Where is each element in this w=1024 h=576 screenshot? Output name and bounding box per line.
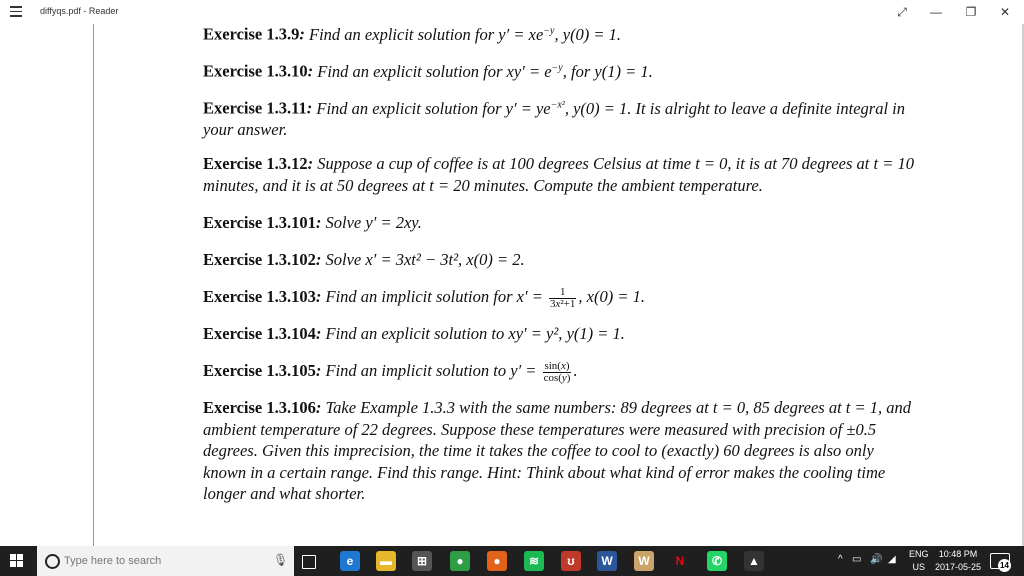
windows-start-icon[interactable] [10,554,24,568]
spotify-icon[interactable]: ≋ [524,551,544,571]
clock[interactable] [935,548,981,574]
lang-bottom: US [912,562,926,572]
edge-icon[interactable]: e [340,551,360,571]
menu-icon[interactable] [10,6,22,16]
network-icon[interactable]: ▭ [852,554,862,565]
firefox-icon[interactable]: ● [487,551,507,571]
exercise-label: Exercise 1.3.104: [203,324,322,343]
microphone-icon[interactable]: 🎙 [273,553,289,567]
exercise-text: Solve y′ = 2xy. [321,213,422,232]
exercise-text: Find an explicit solution to xy′ = y², y(1) = 1. [321,324,625,343]
exercise-label: Exercise 1.3.105: [203,361,322,380]
close-button[interactable]: ✕ [999,5,1011,19]
exercise-label: Exercise 1.3.102: [203,250,322,269]
exercise-item [203,249,921,271]
wifi-icon[interactable]: ◢ [888,554,896,565]
exercise-item [203,286,921,310]
restore-button[interactable]: ❐ [965,5,977,19]
lang-top: ENG [909,549,929,559]
exercise-label: Exercise 1.3.103: [203,287,322,306]
exercise-item [203,212,921,234]
exercise-text: Find an implicit solution for x′ = $\frac{1}{\text{3x²+1}}$ , x(0) = 1. [321,285,645,310]
taskbar-search[interactable] [37,546,294,576]
store-icon[interactable]: ⊞ [412,551,432,571]
page-edge [93,24,94,546]
language-indicator[interactable] [909,548,929,574]
exercise-label: Exercise 1.3.101: [203,213,322,232]
exercise-text: Solve x′ = 3xt² − 3t², x(0) = 2. [321,250,525,269]
exercise-text: Find an explicit solution for $y' = xe^{-y}$, y(0) = 1. [304,24,622,44]
taskbar [0,546,1024,576]
exercise-label: Exercise 1.3.106: [203,398,322,417]
exercise-item [203,57,921,82]
exercise-label: Exercise 1.3.12: [203,154,314,173]
task-view-icon[interactable] [302,555,316,569]
photos-icon[interactable]: ▲ [744,551,764,571]
exercise-text: Find an explicit solution for $y' = ye^{-x^2}$, y(0) = 1. It is alright to leave a definite integral in your answer. [203,98,905,139]
minimize-button[interactable]: — [930,5,942,19]
wolfram-icon[interactable]: W [634,551,654,571]
chrome-icon[interactable]: ● [450,551,470,571]
exercise-label: Exercise 1.3.9: [203,24,305,44]
cortana-icon [45,554,60,569]
whatsapp-icon[interactable]: ✆ [707,551,727,571]
volume-icon[interactable]: 🔊 [870,554,883,565]
exercise-item [203,360,921,384]
clock-time: 10:48 PM [938,549,978,559]
exercise-text: Suppose a cup of coffee is at 100 degrees Celsius at time t = 0, it is at 70 degrees at t = 10 minutes, and it is at 50 degrees at t = 20 minutes. Compute the ambient temperature. [203,154,914,195]
exercise-text: Find an explicit solution for $xy' = e^{-y}$, for y(1) = 1. [313,61,653,81]
clock-date: 2017-05-25 [935,562,982,572]
tray-chevron-icon[interactable]: ^ [838,554,843,565]
search-placeholder: Type here to search [64,555,162,567]
notification-count-badge: 14 [998,559,1011,572]
expand-icon[interactable]: ⤢ [897,5,907,19]
exercise-item [203,153,921,196]
file-explorer-icon[interactable]: ▬ [376,551,396,571]
exercise-label: Exercise 1.3.11: [203,98,313,118]
exercise-item [203,323,921,345]
netflix-icon[interactable]: N [670,551,690,571]
document-view[interactable] [0,24,1024,546]
exercise-item [203,20,921,45]
window-title: diffyqs.pdf - Reader [40,6,119,16]
exercise-text: Find an implicit solution to y′ = $\frac{\sin(x)}{\cos(y)}$ . [321,359,578,384]
word-icon[interactable]: W [597,551,617,571]
exercise-text: Take Example 1.3.3 with the same numbers: 89 degrees at t = 0, 85 degrees at t = 1, and ambient temperature of 22 degrees. Suppose these temperatures were measured with precision of ±0.5 degrees. Given this imprecision, the time it takes the coffee to cool to (exactly) 60 degrees is also only known in a certain range. Find this range. Hint: Think about what kind of error makes the cooling time longer and what shorter. [203,398,912,503]
exercise-item [203,94,921,141]
reader-icon[interactable]: ʊ [561,551,581,571]
exercise-label: Exercise 1.3.10: [203,61,314,81]
exercise-item [203,397,921,505]
